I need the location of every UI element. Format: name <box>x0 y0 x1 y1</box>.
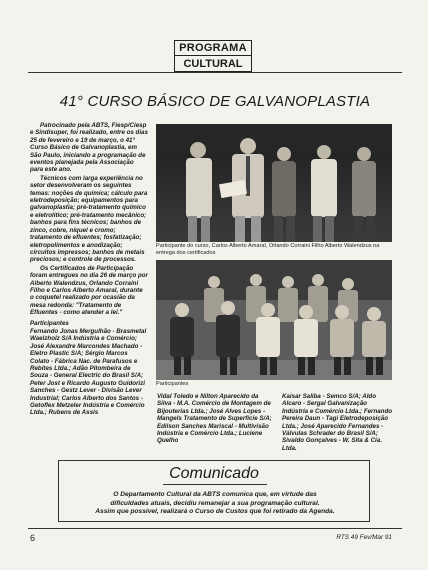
left-column <box>30 122 148 418</box>
notice-body <box>69 491 361 517</box>
page-number: 6 <box>30 533 36 543</box>
badge-line-cultural: CULTURAL <box>174 55 252 72</box>
middle-column: Vidal Toledo e Nilton Aparecido da Silva - M.A. Comércio de Montagem de Bijouterias Ltda.; José Alves Lopes - Mangels Tratamento de Superfície S/A; Edilson Sanches Mariscal - Multivisão Indústria e Comércio Ltda.; Luciene Quelho <box>157 393 272 445</box>
notice-line-3: Assim que possível, realizará o Curso de Custos que foi retirado da Agenda. <box>95 508 335 516</box>
paragraph-certificates: Os Certificados de Participação foram entregues no dia 26 de março por Alberto Walendzus, Orlando Corraini Filho e Carlos Alberto Amaral, durante o coquetel realizado por ocasião da mesa redonda: "Tratamento de Efluentes - como atender a lei." <box>30 264 148 317</box>
notice-box <box>58 460 370 522</box>
badge-line-programa: PROGRAMA <box>174 40 252 55</box>
photo-certificate-handover <box>156 124 392 242</box>
photo-participants-group-image <box>156 260 392 380</box>
article-headline: 41° CURSO BÁSICO DE GALVANOPLASTIA <box>59 93 371 110</box>
top-rule <box>28 72 402 73</box>
notice-line-2: dificuldades atuais, decidiu remanejar a sua programação cultural. <box>110 499 320 507</box>
participants-heading: Participantes <box>30 319 69 327</box>
participants-list: Fernando Jonas Mergulhão - Brasmetal Waelzholz S/A Indústria e Comércio; José Alexandre Marcondes Machado - Eletro Plastic S/A; Sérgio Marcos Colato - Fábrica Nac. de Parafusos e Rebites Ltda.; Adão Pitombeira de Souza - General Electric do Brasil S/A; Peter Jost e Ricardo Augusto Guidorizi Sanches - Gestz Lever - Divisão Lever Industrial; Carlos Alberto dos Santos - Getoflex Metzeler Indústria e Comércio Ltda.; Rubens de Assis <box>30 327 147 417</box>
section-badge <box>174 40 252 72</box>
bottom-rule <box>28 528 402 529</box>
photo-caption-handover: Participante do curso, Carlos Alberto Amaral, Orlando Corraini Filho Alberto Walendzus na entrega dos certificados <box>156 243 380 256</box>
issue-reference: RTS 49 Fev/Mar 91 <box>336 534 392 541</box>
photo-caption-participants: Participantes <box>156 381 189 387</box>
notice-title-rule <box>163 484 267 485</box>
photo-certificate-handover-image <box>156 124 392 242</box>
paragraph-intro: Patrocinado pela ABTS, Fiesp/Ciesp e Sindisuper, foi realizado, entre os dias 25 de fevereiro e 19 de março, o 41° Curso Básico de Galvanoplastia, em São Paulo, iniciando a programação de eventos planejada pela Associação para este ano. <box>30 122 148 174</box>
right-column: Kaisar Saliba - Semco S/A; Aldo Alcaro - Sergal Galvanização Indústria e Comércio Ltda.; Fernando Pereira Daun - Tagi Eletrodeposição Ltda.; José Aparecido Fernandes - Válvulas Schrader do Brasil S/A; Sivaldo Gonçalves - W. Sita & Cia. Ltda. <box>282 393 393 452</box>
paragraph-topics: Técnicos com larga experiência no setor desenvolveram os seguintes temas: noções de química; cálculo para eletrodeposição; equipamentos para galvanoplastia; pré-tratamento químico e eletrolítico; pré-tratamento mecânico; banhos para fins técnicos; banhos de zinco, cobre, níquel e cromo; tratamento de efluentes; fosfatização; eletropolimentos e anodização; circuitos impressos; banhos de metais preciosos; e controle de processos. <box>30 174 148 264</box>
notice-title: Comunicado <box>169 465 259 482</box>
photo-participants-group <box>156 260 392 380</box>
notice-line-1: O Departamento Cultural da ABTS comunica que, em virtude das <box>113 491 317 498</box>
